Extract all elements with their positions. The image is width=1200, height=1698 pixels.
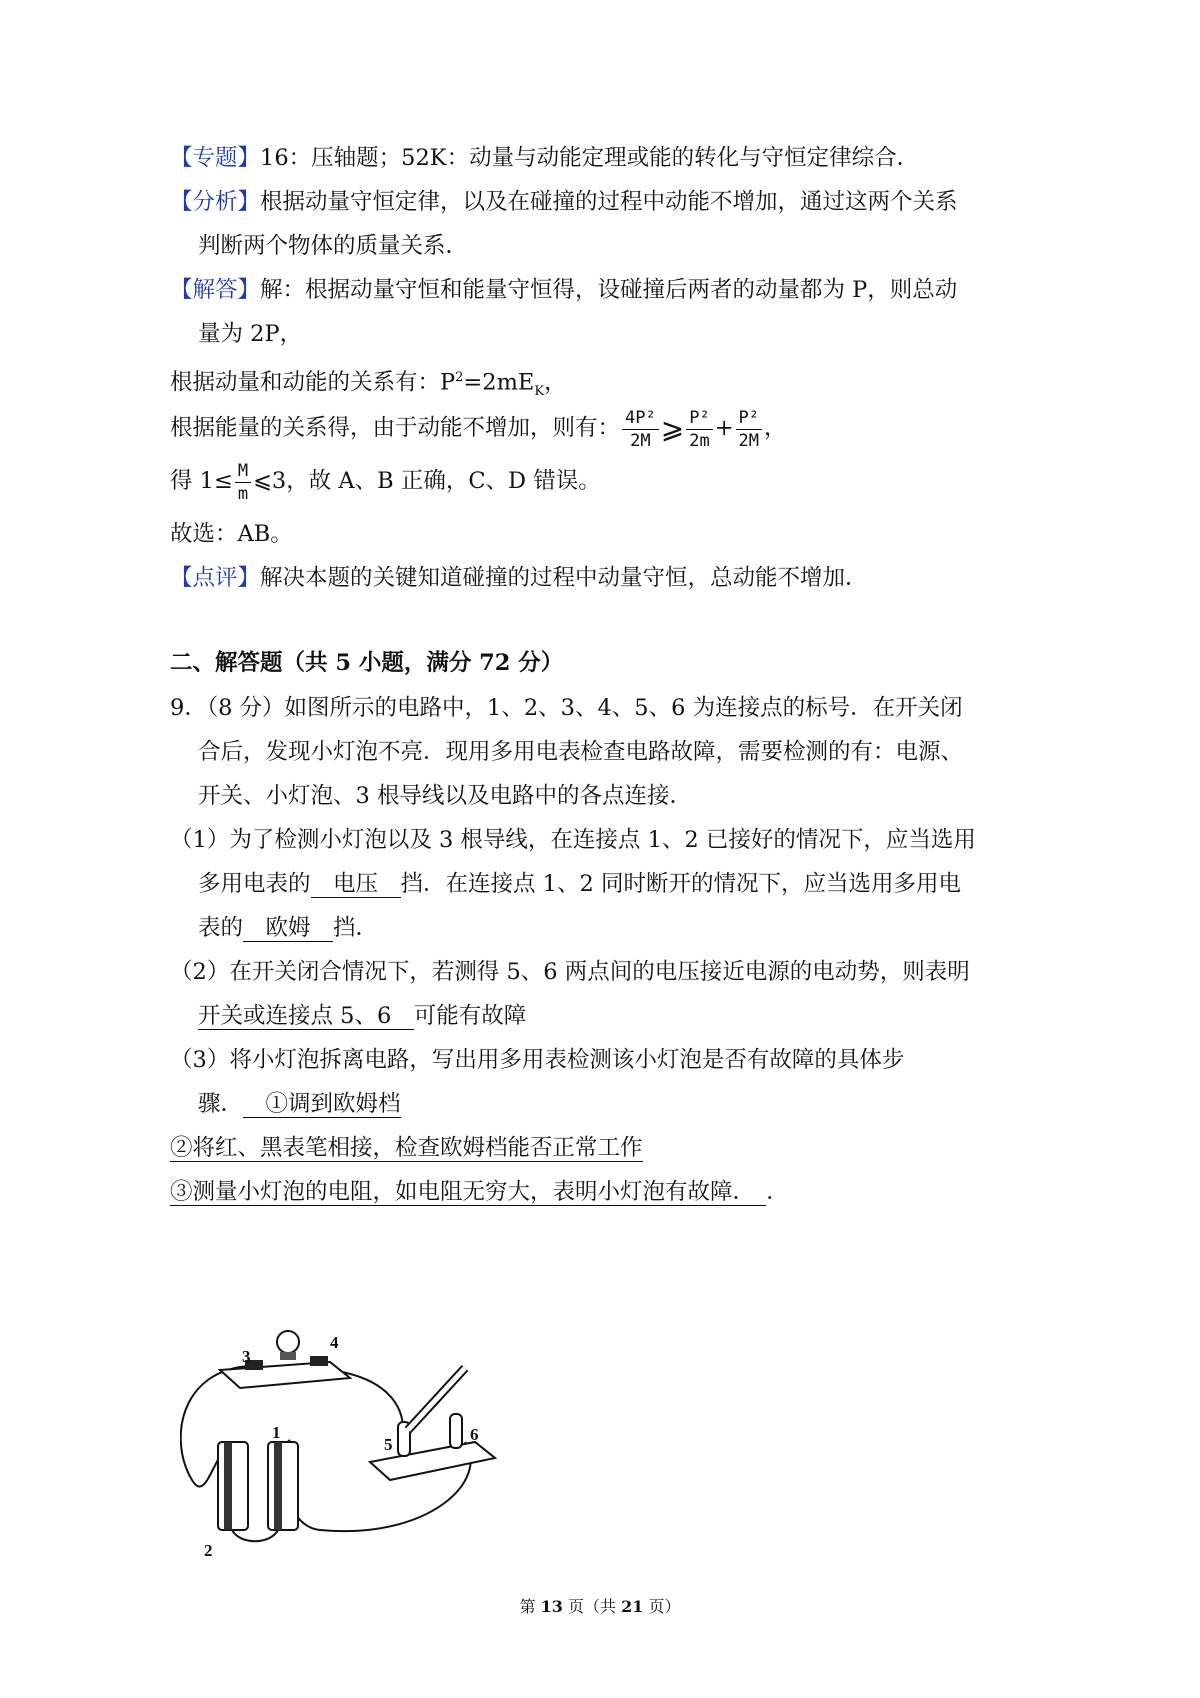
answer-switch: 开关或连接点 5、6 [198, 1003, 414, 1029]
result-line [170, 458, 601, 505]
relation-sup: 2 [455, 370, 464, 385]
part3-text-a: 骤． [198, 1091, 244, 1117]
plus-sign: + [714, 415, 734, 441]
momentum-energy-relation [170, 363, 567, 407]
footer-mid: 页（共 [562, 1597, 622, 1616]
circuit-figure [180, 1330, 500, 1560]
fraction-p2-2m-big [736, 407, 762, 452]
answer-step-2: ②将红、黑表笔相接，检查欧姆档能否正常工作 [170, 1135, 643, 1161]
fraction-4p2-2m [622, 407, 659, 452]
bulb-socket [280, 1352, 296, 1360]
wire-4-to-5 [330, 1370, 403, 1440]
answer-voltage: 电压 [310, 871, 401, 897]
part1-text-a: 多用电表的 [198, 871, 311, 897]
label-1: 1 [272, 1423, 281, 1442]
part3-line-4 [170, 1177, 789, 1207]
relation-prefix: 根据动量和动能的关系有：P [170, 369, 456, 396]
analysis-line-2: 判断两个物体的质量关系． [198, 233, 469, 259]
fraction-m-over-m [235, 460, 251, 505]
answer-text-1: 解：根据动量守恒和能量守恒得，设碰撞后两者的动量都为 P，则总动 [260, 277, 958, 303]
relation-end: ， [544, 369, 567, 396]
part1-line-2 [198, 869, 961, 899]
part1-text-b: 挡．在连接点 1、2 同时断开的情况下，应当选用多用电 [400, 871, 961, 897]
label-6: 6 [470, 1425, 479, 1444]
label-2: 2 [204, 1541, 213, 1560]
frac-num: M [235, 460, 251, 483]
q9-line-2: 合后，发现小灯泡不亮．现用多用电表检查电路故障，需要检测的有：电源、 [198, 739, 964, 765]
energy-prefix: 根据能量的关系得，由于动能不增加，则有： [170, 415, 621, 441]
page-number: 13 [540, 1597, 563, 1616]
analysis-text-1: 根据动量守恒定律，以及在碰撞的过程中动能不增加，通过这两个关系 [260, 189, 958, 215]
frac-den: 2m [689, 430, 710, 451]
result-prefix: 得 1≤ [170, 468, 233, 494]
ge-sign: ⩾ [660, 412, 685, 445]
switch-post-6 [450, 1414, 462, 1448]
answer-step-1: ①调到欧姆档 [243, 1091, 401, 1117]
battery-left [218, 1442, 248, 1530]
bulb-icon [277, 1331, 299, 1353]
answer-step-3: ③测量小灯泡的电阻，如电阻无穷大，表明小灯泡有故障． [170, 1179, 767, 1205]
label-5: 5 [384, 1435, 393, 1454]
label-3: 3 [242, 1347, 251, 1366]
result-end: ，故 A、B 正确，C、D 错误。 [286, 468, 601, 494]
terminal-4 [310, 1356, 328, 1366]
answer-line-1 [170, 275, 957, 305]
fraction-p2-2m-small [686, 407, 712, 452]
answer-line-2: 量为 2P， [198, 321, 303, 347]
footer-suffix: 页） [643, 1597, 681, 1616]
topic-tag: 【专题】 [170, 145, 261, 171]
label-4: 4 [330, 1333, 339, 1352]
part1-text-c: 表的 [198, 915, 244, 941]
comment-line [170, 563, 868, 593]
answer-ohm: 欧姆 [243, 915, 334, 941]
frac-num: P² [736, 407, 762, 430]
topic-text: 16：压轴题；52K：动量与动能定理或能的转化与守恒定律综合． [260, 145, 920, 171]
choice-line: 故选：AB。 [170, 521, 293, 547]
comment-tag: 【点评】 [170, 565, 261, 591]
part2-text-b: 可能有故障 [413, 1003, 527, 1029]
bulb-board [220, 1362, 350, 1388]
part1-text-d: 挡． [333, 915, 379, 941]
frac-num: P² [686, 407, 712, 430]
part3-end: ． [766, 1179, 789, 1205]
frac-den: 2M [630, 430, 651, 451]
battery-right [268, 1442, 298, 1530]
energy-end: ， [764, 415, 787, 441]
part3-line-3 [170, 1133, 643, 1163]
relation-mid: =2mE [463, 369, 535, 396]
part1-line-1: （1）为了检测小灯泡以及 3 根导线，在连接点 1、2 已接好的情况下，应当选用 [170, 827, 976, 853]
q9-line-3: 开关、小灯泡、3 根导线以及电路中的各点连接． [198, 783, 692, 809]
comment-text: 解决本题的关键知道碰撞的过程中动量守恒，总动能不增加． [260, 565, 868, 591]
frac-den: 2M [738, 430, 760, 451]
energy-inequality [170, 405, 787, 452]
frac-num: 4P² [622, 407, 659, 430]
part2-line-2 [198, 1001, 526, 1031]
analysis-tag: 【分析】 [170, 189, 261, 215]
part1-line-3 [198, 913, 378, 943]
part3-line-1: （3）将小灯泡拆离电路，写出用多用表检测该小灯泡是否有故障的具体步 [170, 1047, 905, 1073]
relation-sub: K [534, 384, 545, 399]
analysis-line-1 [170, 187, 958, 217]
part3-line-2 [198, 1089, 401, 1119]
answer-tag: 【解答】 [170, 277, 261, 303]
section-heading: 二、解答题（共 5 小题，满分 72 分） [170, 650, 564, 676]
result-le: ⩽3 [253, 468, 287, 494]
topic-line [170, 143, 919, 173]
footer-prefix: 第 [519, 1597, 541, 1616]
total-pages: 21 [621, 1597, 644, 1616]
q9-line-1: 9．（8 分）如图所示的电路中，1、2、3、4、5、6 为连接点的标号．在开关闭 [170, 695, 963, 721]
part2-line-1: （2）在开关闭合情况下，若测得 5、6 两点间的电压接近电源的电动势，则表明 [170, 959, 970, 985]
battery-link [232, 1530, 278, 1541]
frac-den: m [237, 483, 249, 504]
page-footer [0, 1594, 1200, 1617]
